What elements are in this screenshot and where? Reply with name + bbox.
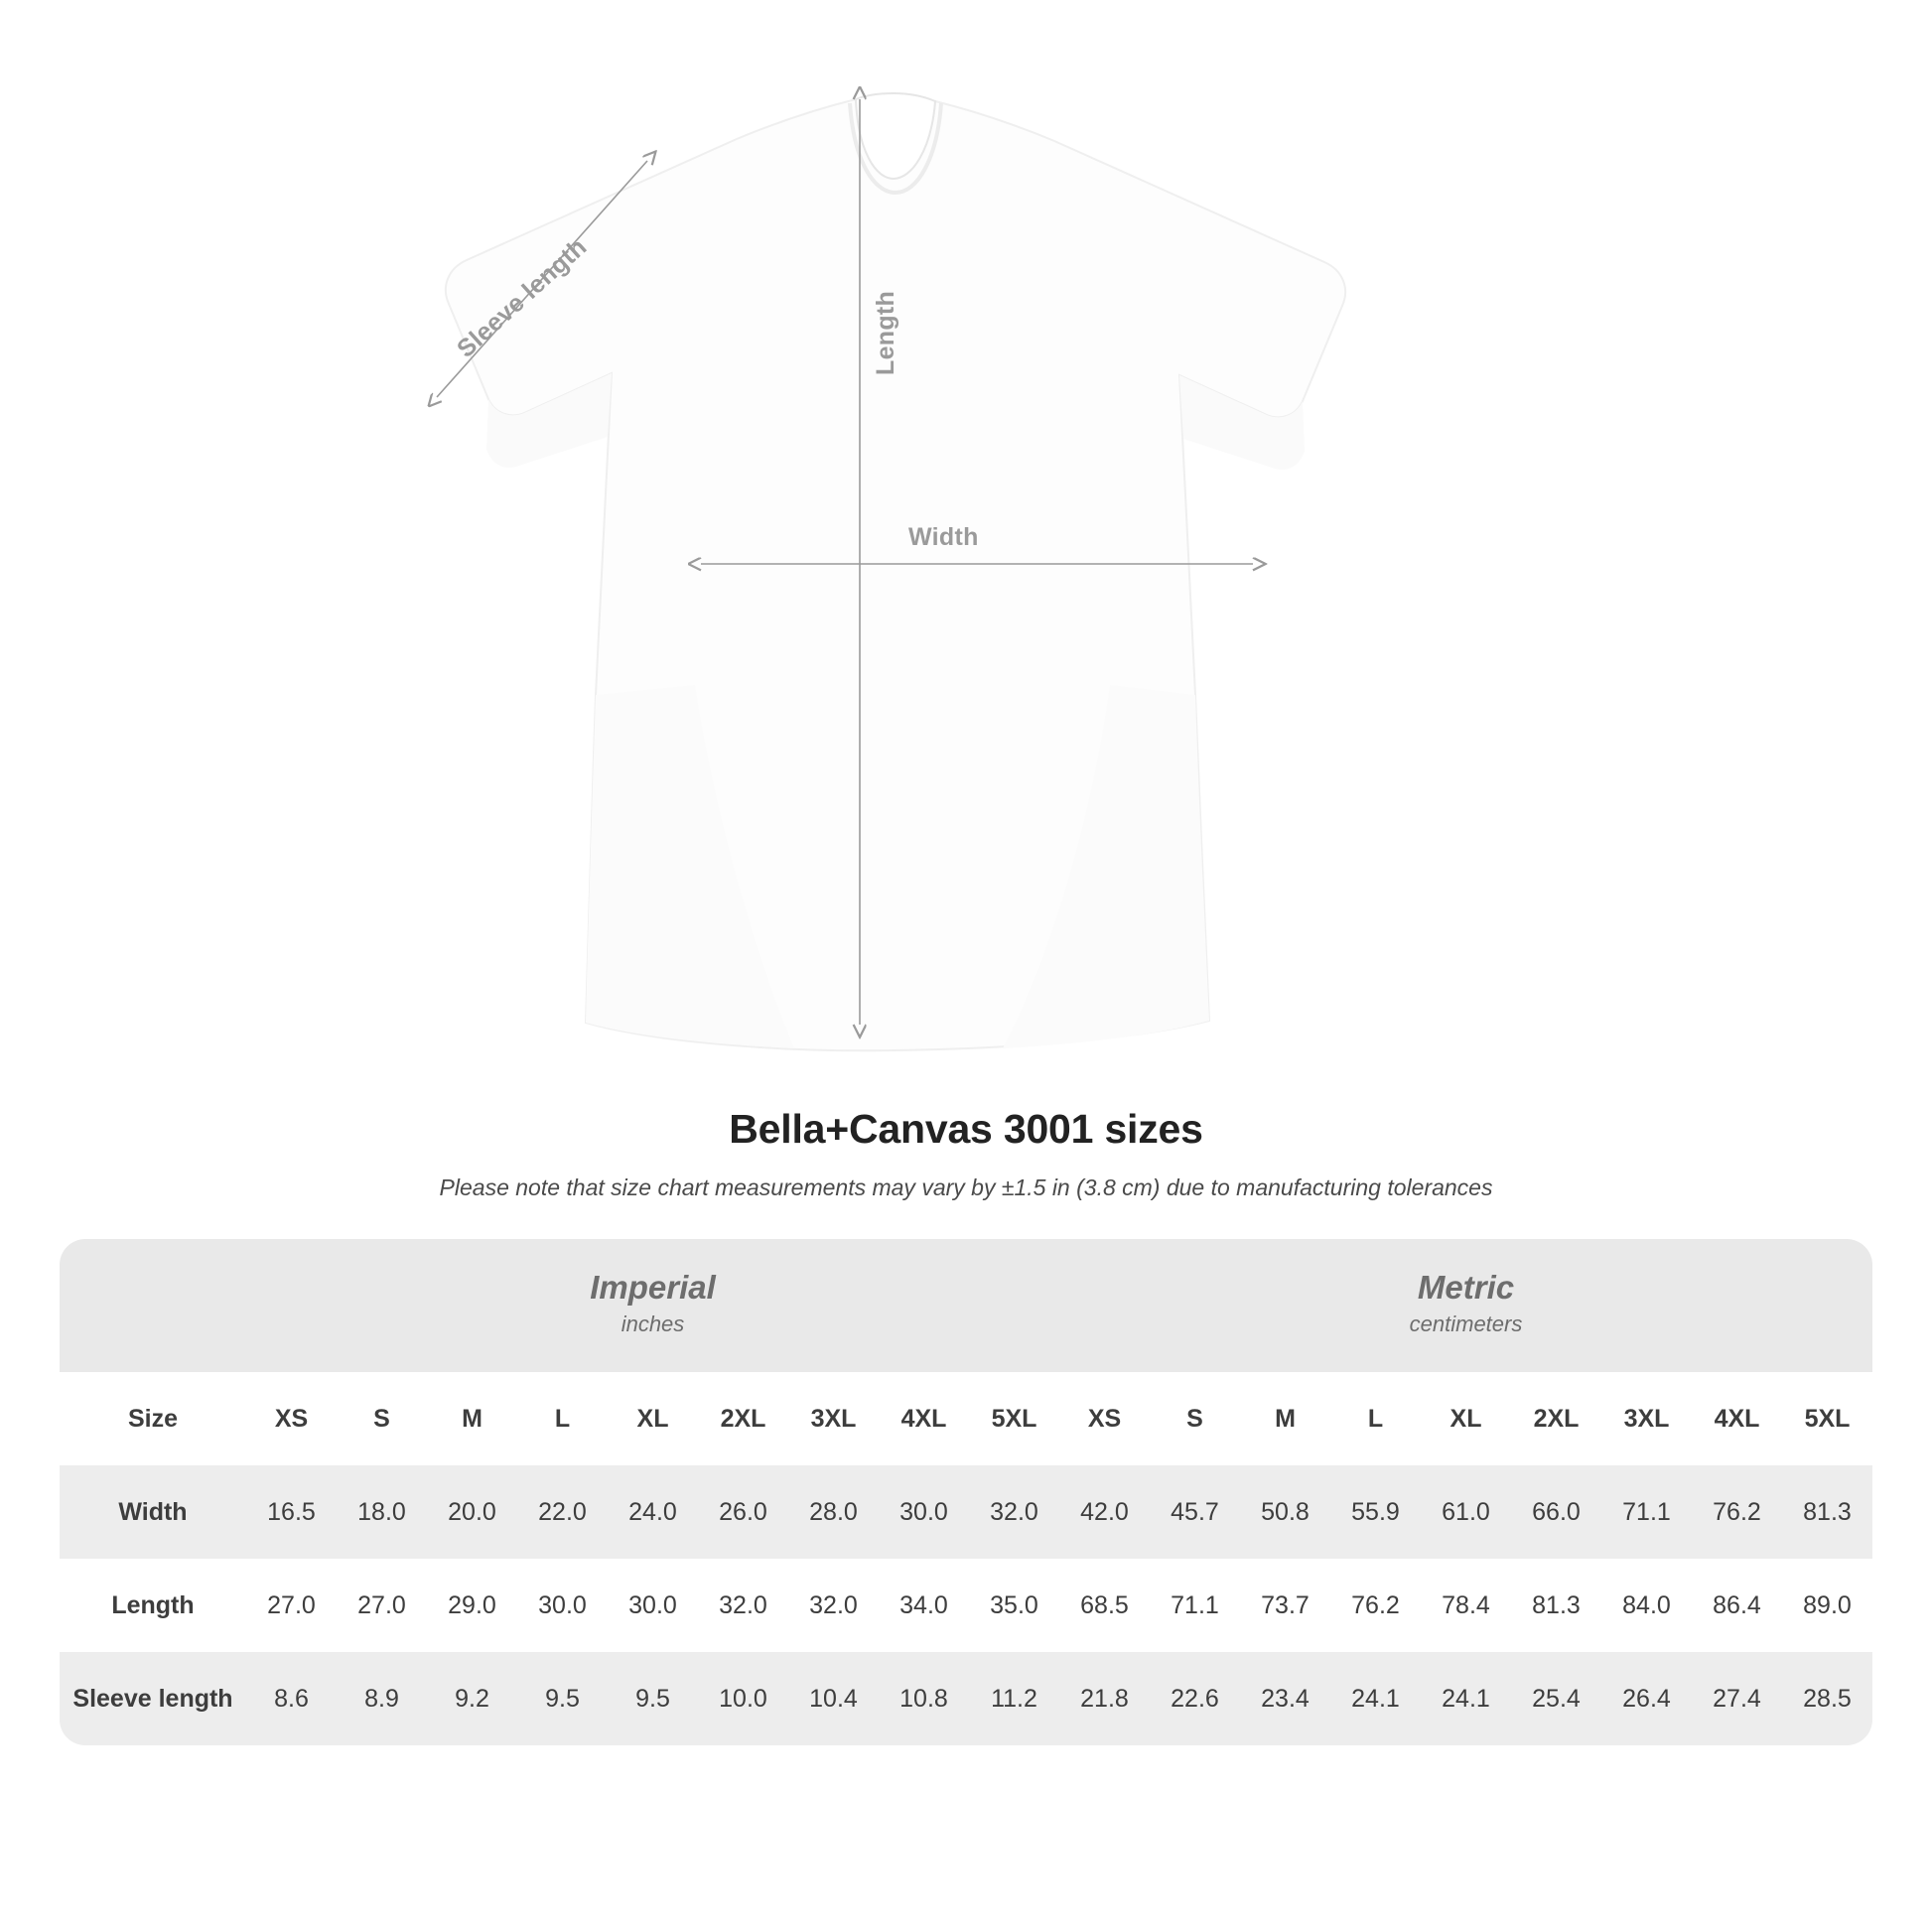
length-label: Length xyxy=(872,290,899,375)
cell: 68.5 xyxy=(1059,1559,1150,1652)
size-col-header: 3XL xyxy=(1601,1372,1692,1465)
cell: 30.0 xyxy=(608,1559,698,1652)
cell: 76.2 xyxy=(1692,1465,1782,1559)
size-col-header: 5XL xyxy=(969,1372,1059,1465)
cell: 18.0 xyxy=(337,1465,427,1559)
size-table xyxy=(60,1239,1872,1745)
cell: 34.0 xyxy=(879,1559,969,1652)
size-col-header: XL xyxy=(1421,1372,1511,1465)
cell: 27.0 xyxy=(337,1559,427,1652)
table-row xyxy=(60,1559,1872,1652)
cell: 10.4 xyxy=(788,1652,879,1745)
cell: 8.9 xyxy=(337,1652,427,1745)
cell: 22.6 xyxy=(1150,1652,1240,1745)
metric-group-cell xyxy=(1059,1239,1872,1372)
cell: 32.0 xyxy=(969,1465,1059,1559)
unit-system-row xyxy=(60,1239,1872,1372)
cell: 32.0 xyxy=(698,1559,788,1652)
size-col-header: XS xyxy=(246,1372,337,1465)
cell: 76.2 xyxy=(1330,1559,1421,1652)
cell: 10.8 xyxy=(879,1652,969,1745)
cell: 26.0 xyxy=(698,1465,788,1559)
imperial-system-label: Imperial xyxy=(590,1269,716,1307)
size-col-header: M xyxy=(1240,1372,1330,1465)
cell: 27.0 xyxy=(246,1559,337,1652)
size-col-header: 4XL xyxy=(879,1372,969,1465)
cell: 30.0 xyxy=(517,1559,608,1652)
cell: 24.1 xyxy=(1330,1652,1421,1745)
size-col-header: L xyxy=(1330,1372,1421,1465)
page-title: Bella+Canvas 3001 sizes xyxy=(729,1106,1203,1152)
cell: 30.0 xyxy=(879,1465,969,1559)
cell: 25.4 xyxy=(1511,1652,1601,1745)
cell: 73.7 xyxy=(1240,1559,1330,1652)
shirt-shape xyxy=(446,93,1345,1050)
size-col-header: L xyxy=(517,1372,608,1465)
row-label-length: Length xyxy=(60,1559,246,1652)
cell: 71.1 xyxy=(1601,1465,1692,1559)
size-header-row xyxy=(60,1372,1872,1465)
cell: 89.0 xyxy=(1782,1559,1872,1652)
cell: 10.0 xyxy=(698,1652,788,1745)
cell: 86.4 xyxy=(1692,1559,1782,1652)
row-label-sleeve-length: Sleeve length xyxy=(60,1652,246,1745)
sleeve-length-label: Sleeve length xyxy=(452,232,593,363)
cell: 11.2 xyxy=(969,1652,1059,1745)
cell: 24.0 xyxy=(608,1465,698,1559)
cell: 9.2 xyxy=(427,1652,517,1745)
size-col-header: S xyxy=(337,1372,427,1465)
cell: 78.4 xyxy=(1421,1559,1511,1652)
size-col-header: 2XL xyxy=(698,1372,788,1465)
cell: 50.8 xyxy=(1240,1465,1330,1559)
cell: 32.0 xyxy=(788,1559,879,1652)
size-col-header: M xyxy=(427,1372,517,1465)
cell: 55.9 xyxy=(1330,1465,1421,1559)
unit-spacer-cell xyxy=(60,1239,246,1372)
size-col-header: XS xyxy=(1059,1372,1150,1465)
cell: 28.5 xyxy=(1782,1652,1872,1745)
cell: 16.5 xyxy=(246,1465,337,1559)
cell: 29.0 xyxy=(427,1559,517,1652)
size-col-header: XL xyxy=(608,1372,698,1465)
cell: 81.3 xyxy=(1782,1465,1872,1559)
size-col-header: 4XL xyxy=(1692,1372,1782,1465)
table-row xyxy=(60,1465,1872,1559)
size-col-header: 2XL xyxy=(1511,1372,1601,1465)
size-col-header: 5XL xyxy=(1782,1372,1872,1465)
cell: 9.5 xyxy=(608,1652,698,1745)
width-label: Width xyxy=(908,523,979,551)
cell: 21.8 xyxy=(1059,1652,1150,1745)
size-table-wrapper xyxy=(60,1239,1872,1745)
cell: 71.1 xyxy=(1150,1559,1240,1652)
row-label-width: Width xyxy=(60,1465,246,1559)
size-col-header: 3XL xyxy=(788,1372,879,1465)
cell: 42.0 xyxy=(1059,1465,1150,1559)
cell: 28.0 xyxy=(788,1465,879,1559)
cell: 61.0 xyxy=(1421,1465,1511,1559)
cell: 22.0 xyxy=(517,1465,608,1559)
cell: 66.0 xyxy=(1511,1465,1601,1559)
cell: 24.1 xyxy=(1421,1652,1511,1745)
table-row xyxy=(60,1652,1872,1745)
cell: 8.6 xyxy=(246,1652,337,1745)
cell: 23.4 xyxy=(1240,1652,1330,1745)
metric-system-label: Metric xyxy=(1417,1269,1515,1307)
imperial-unit-label: inches xyxy=(621,1311,685,1337)
metric-unit-label: centimeters xyxy=(1409,1311,1523,1337)
size-header-cell: Size xyxy=(60,1372,246,1465)
cell: 27.4 xyxy=(1692,1652,1782,1745)
heading-block xyxy=(0,1106,1932,1201)
cell: 26.4 xyxy=(1601,1652,1692,1745)
size-col-header: S xyxy=(1150,1372,1240,1465)
tolerance-note: Please note that size chart measurements may vary by ±1.5 in (3.8 cm) due to manufacturing tolerances xyxy=(439,1174,1493,1200)
cell: 20.0 xyxy=(427,1465,517,1559)
imperial-group-cell xyxy=(246,1239,1059,1372)
cell: 45.7 xyxy=(1150,1465,1240,1559)
cell: 35.0 xyxy=(969,1559,1059,1652)
cell: 81.3 xyxy=(1511,1559,1601,1652)
cell: 9.5 xyxy=(517,1652,608,1745)
cell: 84.0 xyxy=(1601,1559,1692,1652)
